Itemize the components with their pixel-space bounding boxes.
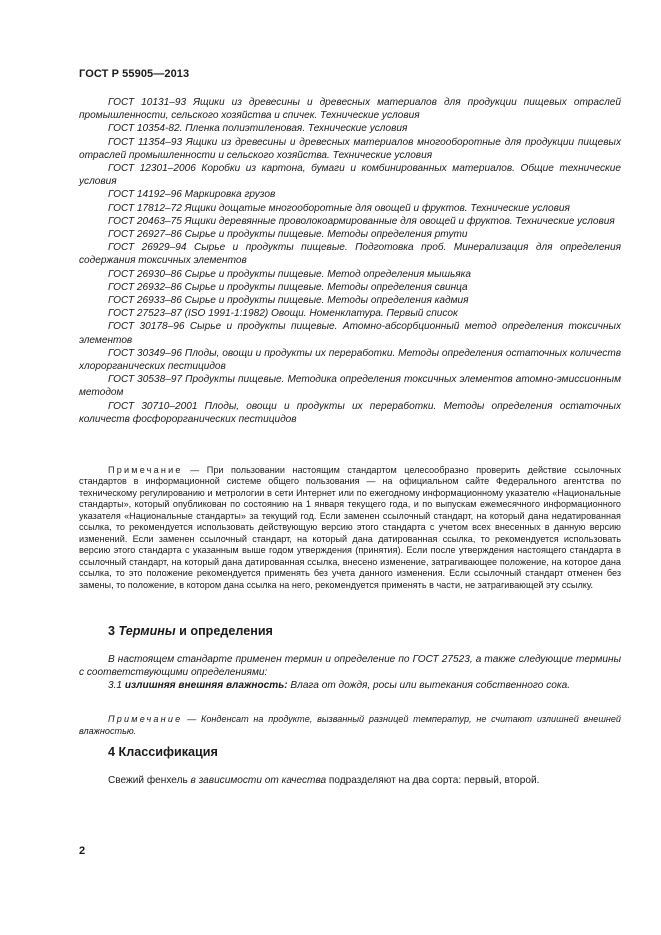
page-number: 2 bbox=[79, 845, 86, 857]
reference-item: ГОСТ 26929–94 Сырье и продукты пищевые. Подготовка проб. Минерализация для определения содержания токсичных элементов bbox=[79, 242, 621, 267]
reference-item: ГОСТ 11354–93 Ящики из древесины и древесных материалов многооборотные для продукции пищевых отраслей промышленности и сельского хозяйства. Технические условия bbox=[79, 136, 621, 161]
reference-item: ГОСТ 26927–86 Сырье и продукты пищевые. Методы определения ртути bbox=[108, 229, 468, 241]
normative-note bbox=[79, 465, 621, 591]
reference-item: ГОСТ 30538–97 Продукты пищевые. Методика определения токсичных элементов атомно-эмиссионным методом bbox=[79, 374, 621, 399]
classification-text-end: подразделяют на два сорта: первый, второй. bbox=[326, 775, 540, 786]
term-name: излишняя внешняя влажность: bbox=[124, 680, 288, 692]
classification-paragraph bbox=[79, 774, 621, 787]
section-4-heading bbox=[108, 745, 218, 759]
reference-item: ГОСТ 20463–75 Ящики деревянные проволокоармированные для овощей и фруктов. Технические условия bbox=[108, 215, 615, 227]
terms-note-text: — Конденсат на продукте, вызванный разницей температур, не считают излишней внешней влажностью. bbox=[79, 714, 621, 736]
section-number: 3 bbox=[108, 624, 116, 638]
section-3-heading bbox=[108, 624, 273, 638]
term-number: 3.1 bbox=[108, 680, 123, 692]
reference-item: ГОСТ 30349–96 Плоды, овощи и продукты их переработки. Методы определения остаточных количеств хлорорганических пестицидов bbox=[79, 347, 621, 373]
section-title-italic: Термины bbox=[118, 624, 176, 638]
reference-item: ГОСТ 26933–86 Сырье и продукты пищевые. Методы определения кадмия bbox=[108, 295, 469, 307]
term-definition bbox=[79, 679, 621, 692]
reference-item: ГОСТ 17812–72 Ящики дощатые многооборотные для овощей и фруктов. Технические условия bbox=[108, 202, 570, 214]
note-text: — При пользовании настоящим стандартом целесообразно проверить действие ссылочных стандартов в информационной системе общего пользования — на официальном сайте Федерального агентства по техническому регулированию и метрологии в сети Интернет или по ежегодному информационному указателю «Национальные стандарты», который опубликован по состоянию на 1 января текущего года, и по выпускам ежемесячного информационного указателя «Национальные стандарты» за текущий год. Если заменен ссылочный стандарт, на который дана недатированная ссылка, то рекомендуется использовать действующую версию этого стандарта с учетом всех внесенных в данную версию изменений. Если заменен ссылочный стандарт, на который дана датированная ссылка, то рекомендуется использовать версию этого стандарта с указанным выше годом утверждения (принятия). Если после утверждения настоящего стандарта в ссылочный стандарт, на который дана датированная ссылка, внесено изменение, затрагивающее положение, на которое дана ссылка, то это положение рекомендуется применять без учета данного изменения. Если ссылочный стандарт отменен без замены, то положение, в котором дана ссылка на него, рекомендуется применять в части, не затрагивающей эту ссылку. bbox=[79, 465, 621, 590]
terms-intro: В настоящем стандарте применен термин и определение по ГОСТ 27523, а также следующие термины с соответствующими определениями: bbox=[79, 654, 621, 679]
terms-note bbox=[79, 714, 621, 737]
section-title: Классификация bbox=[118, 745, 218, 759]
terms-body bbox=[79, 653, 621, 693]
reference-list bbox=[79, 96, 621, 426]
reference-item: ГОСТ 10131–93 Ящики из древесины и древесных материалов для продукции пищевых отраслей промышленности, сельского хозяйства и спичек. Технические условия bbox=[79, 97, 621, 122]
reference-item: ГОСТ 12301–2006 Коробки из картона, бумаги и комбинированных материалов. Общие технические условия bbox=[79, 163, 621, 188]
document-code-header: ГОСТ Р 55905—2013 bbox=[79, 68, 190, 80]
section-title-rest: и определения bbox=[175, 624, 273, 638]
section-number: 4 bbox=[108, 745, 116, 759]
reference-item: ГОСТ 30178–96 Сырье и продукты пищевые. Атомно-абсорбционный метод определения токсичных элементов bbox=[79, 321, 621, 346]
terms-note-label: Примечание bbox=[108, 714, 183, 724]
reference-item: ГОСТ 30710–2001 Плоды, овощи и продукты их переработки. Методы определения остаточных количеств фосфорорганических пестицидов bbox=[79, 400, 621, 425]
reference-item: ГОСТ 14192–96 Маркировка грузов bbox=[108, 189, 276, 201]
classification-body bbox=[79, 774, 621, 787]
classification-text-italic: в зависимости от качества bbox=[190, 775, 327, 786]
reference-item: ГОСТ 26932–86 Сырье и продукты пищевые. Методы определения свинца bbox=[108, 281, 468, 293]
term-definition-text: Влага от дождя, росы или вытекания собственного сока. bbox=[287, 680, 571, 692]
normative-note-paragraph bbox=[79, 465, 621, 591]
reference-item: ГОСТ 10354-82. Пленка полиэтиленовая. Технические условия bbox=[108, 123, 408, 135]
reference-item: ГОСТ 27523–87 (ISO 1991-1:1982) Овощи. Номенклатура. Первый список bbox=[108, 308, 458, 320]
classification-text-start: Свежий фенхель bbox=[108, 775, 191, 786]
reference-item: ГОСТ 26930–86 Сырье и продукты пищевые. Метод определения мышьяка bbox=[108, 268, 472, 280]
note-label: Примечание bbox=[108, 465, 183, 475]
terms-note-paragraph bbox=[79, 714, 621, 737]
